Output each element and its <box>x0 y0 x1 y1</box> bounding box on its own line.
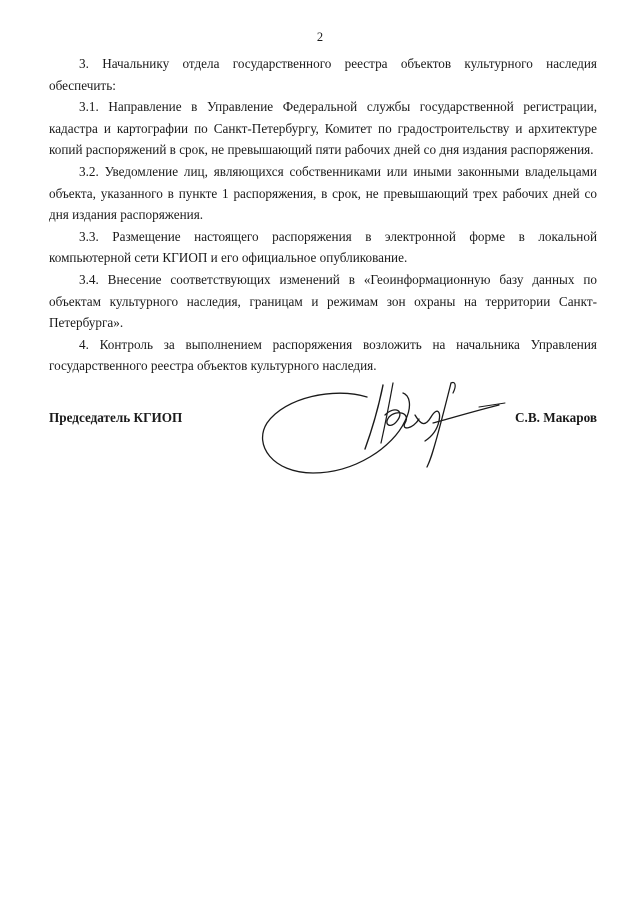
paragraph-3-1: 3.1. Направление в Управление Федеральной службы государственной регистрации, кадастра и картографии по Санкт-Петербургу, Комитет по градостроительству и архитектуре копий распоряжений в срок, не превышающий пяти рабочих дней со дня издания распоряжения. <box>49 99 597 158</box>
page-number: 2 <box>316 30 324 44</box>
paragraph-3-4: 3.4. Внесение соответствующих изменений в «Геоинформационную базу данных по объектам культурного наследия, границам и режимам зон охраны на территории Санкт-Петербурга». <box>49 271 597 331</box>
signatory-title: Председатель КГИОП <box>49 410 183 425</box>
signatory-name: С.В. Макаров <box>515 410 597 425</box>
document-body <box>49 53 597 377</box>
signature-block <box>49 410 597 434</box>
paragraph-4: 4. Контроль за выполнением распоряжения возложить на начальника Управления государственного реестра объектов культурного наследия. <box>49 336 597 374</box>
paragraph-3: 3. Начальнику отдела государственного реестра объектов культурного наследия обеспечить: <box>49 56 597 93</box>
paragraph-3-3: 3.3. Размещение настоящего распоряжения в электронной форме в локальной компьютерной сети КГИОП и его официальное опубликование. <box>49 228 597 266</box>
paragraph-3-2: 3.2. Уведомление лиц, являющихся собственниками или иными законными владельцами объекта, указанного в пункте 1 распоряжения, в срок, не превышающий трех рабочих дней со дня издания распоряжения. <box>49 163 597 223</box>
